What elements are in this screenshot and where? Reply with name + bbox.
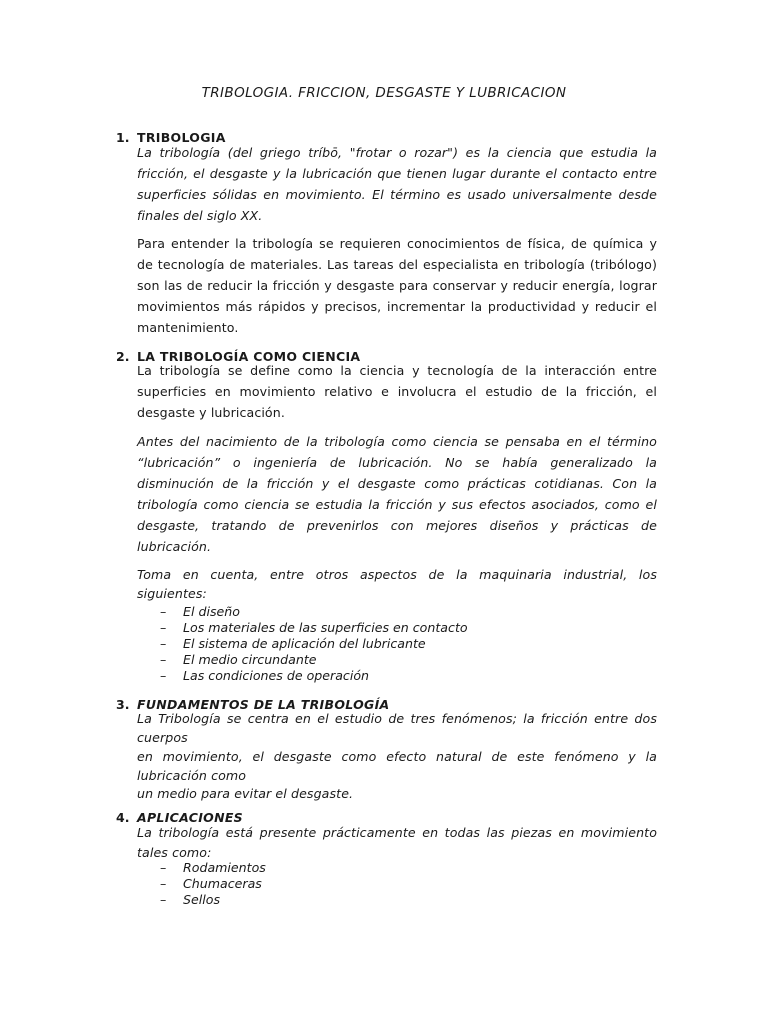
list-item-text: Chumaceras: [183, 876, 262, 891]
paragraph-line: tales como:: [137, 845, 212, 860]
dash-bullet: –: [160, 668, 167, 683]
dash-bullet: –: [160, 604, 167, 619]
list-item-text: El diseño: [183, 604, 240, 619]
section-heading: LA TRIBOLOGÍA COMO CIENCIA: [137, 349, 361, 364]
section-paragraph: [137, 360, 657, 423]
list-item-text: El sistema de aplicación del lubricante: [183, 636, 426, 651]
paragraph-line: son las de reducir la fricción y desgaste para conservar y reducir energía, lograr: [137, 278, 657, 293]
paragraph-line: desgaste y lubricación.: [137, 405, 285, 420]
list-item-text: Sellos: [183, 892, 221, 907]
paragraph-line: siguientes:: [137, 586, 207, 601]
paragraph-line: mantenimiento.: [137, 320, 239, 335]
paragraph-line: en movimiento, el desgaste como efecto natural de este fenómeno y la: [137, 749, 657, 764]
dash-bullet: –: [160, 636, 167, 651]
dash-bullet: –: [160, 652, 167, 667]
list-item-text: Rodamientos: [183, 860, 266, 875]
list-item-text: Los materiales de las superficies en contacto: [183, 620, 468, 635]
section-paragraph: [137, 233, 657, 338]
paragraph-line: desgaste, tratando de prevenirlos con mejores diseños y prácticas de: [137, 518, 657, 533]
section-heading: APLICACIONES: [137, 810, 243, 825]
list-item-text: El medio circundante: [183, 652, 317, 667]
section-paragraph: [137, 565, 657, 603]
dash-bullet: –: [160, 620, 167, 635]
dash-bullet: –: [160, 876, 167, 891]
paragraph-line: disminución de la fricción y el desgaste como prácticas cotidianas. Con la: [137, 476, 657, 491]
paragraph-line: La tribología se define como la ciencia y tecnología de la interacción entre: [137, 363, 657, 378]
paragraph-line: finales del siglo XX.: [137, 208, 263, 223]
list-item-text: Las condiciones de operación: [183, 668, 370, 683]
paragraph-line: lubricación.: [137, 539, 212, 554]
document-title: TRIBOLOGIA. FRICCION, DESGASTE Y LUBRICACION: [201, 85, 567, 101]
paragraph-line: Para entender la tribología se requieren conocimientos de física, de química y: [137, 236, 657, 251]
section-paragraph: [137, 142, 657, 226]
section-number: 3.: [116, 697, 130, 712]
section-paragraph: [137, 822, 657, 862]
dash-bullet: –: [160, 860, 167, 875]
dash-bullet: –: [160, 892, 167, 907]
paragraph-line: “lubricación” o ingeniería de lubricación. No se había generalizado la: [137, 455, 657, 470]
paragraph-line: Antes del nacimiento de la tribología como ciencia se pensaba en el término: [137, 434, 657, 449]
section-heading: FUNDAMENTOS DE LA TRIBOLOGÍA: [137, 697, 390, 712]
section-paragraph: [137, 431, 657, 557]
paragraph-line: La tribología está presente prácticamente en todas las piezas en movimiento: [137, 825, 657, 840]
section-number: 1.: [116, 130, 130, 145]
paragraph-line: cuerpos: [137, 730, 188, 745]
section-number: 2.: [116, 349, 130, 364]
paragraph-line: La Tribología se centra en el estudio de tres fenómenos; la fricción entre dos: [137, 711, 657, 726]
paragraph-line: un medio para evitar el desgaste.: [137, 786, 354, 801]
paragraph-line: tribología como ciencia se estudia la fricción y sus efectos asociados, como el: [137, 497, 657, 512]
paragraph-line: movimientos más rápidos y precisos, incrementar la productividad y reducir el: [137, 299, 657, 314]
paragraph-line: fricción, el desgaste y la lubricación que tienen lugar durante el contacto entre: [137, 166, 657, 181]
section-number: 4.: [116, 810, 130, 825]
paragraph-line: de tecnología de materiales. Las tareas del especialista en tribología (tribólogo): [137, 257, 657, 272]
section-heading: TRIBOLOGIA: [137, 130, 226, 145]
paragraph-line: La tribología (del griego tríbō, "frotar o rozar") es la ciencia que estudia la: [137, 145, 657, 160]
section-paragraph: [137, 709, 657, 803]
paragraph-line: superficies sólidas en movimiento. El término es usado universalmente desde: [137, 187, 657, 202]
paragraph-line: superficies en movimiento relativo e involucra el estudio de la fricción, el: [137, 384, 657, 399]
paragraph-line: lubricación como: [137, 768, 247, 783]
paragraph-line: Toma en cuenta, entre otros aspectos de la maquinaria industrial, los: [137, 567, 657, 582]
